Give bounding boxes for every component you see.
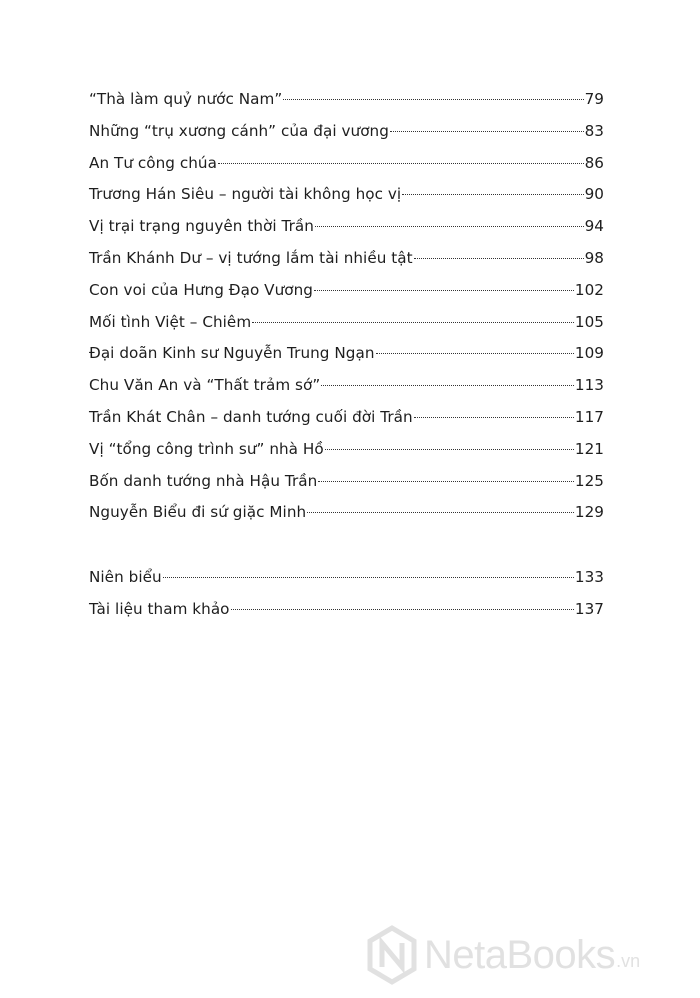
toc-entry-page-number: 86	[584, 153, 604, 172]
watermark-suffix: .vn	[616, 950, 641, 971]
dot-leader	[218, 162, 584, 164]
toc-entry	[89, 211, 604, 243]
dot-leader	[390, 130, 584, 132]
netabooks-logo-icon	[366, 925, 418, 985]
dot-leader	[283, 98, 583, 100]
watermark-brand: NetaBooks	[424, 932, 616, 977]
toc-entry	[89, 243, 604, 275]
dot-leader	[414, 416, 574, 418]
toc-entry-title: Vị trại trạng nguyên thời Trần	[89, 217, 314, 236]
toc-entry	[89, 338, 604, 370]
dot-leader	[321, 384, 574, 386]
dot-leader	[414, 257, 584, 259]
toc-group-appendix	[89, 562, 604, 626]
dot-leader	[252, 321, 574, 323]
toc-entry-title: Chu Văn An và “Thất trảm sớ”	[89, 376, 321, 395]
dot-leader	[163, 576, 574, 578]
dot-leader	[318, 480, 574, 482]
toc-entry-title: Mối tình Việt – Chiêm	[89, 312, 252, 331]
table-of-contents	[89, 84, 604, 626]
toc-entry-page-number: 94	[584, 217, 604, 236]
toc-entry	[89, 116, 604, 148]
toc-entry-title: Bốn danh tướng nhà Hậu Trần	[89, 471, 318, 490]
toc-entry-page-number: 129	[574, 503, 604, 522]
toc-group-chapters	[89, 84, 604, 529]
toc-entry-page-number: 133	[574, 568, 604, 587]
toc-entry	[89, 148, 604, 180]
toc-entry-page-number: 117	[574, 407, 604, 426]
toc-entry-page-number: 79	[584, 90, 604, 108]
dot-leader	[307, 511, 574, 513]
toc-entry-page-number: 109	[574, 344, 604, 363]
toc-entry-title: Tài liệu tham khảo	[89, 599, 230, 618]
toc-entry	[89, 370, 604, 402]
dot-leader	[315, 225, 584, 227]
toc-entry-title: Trương Hán Siêu – người tài không học vị	[89, 185, 402, 204]
toc-entry-title: “Thà làm quỷ nước Nam”	[89, 90, 283, 108]
toc-entry-page-number: 90	[584, 185, 604, 204]
dot-leader	[231, 608, 574, 610]
dot-leader	[376, 352, 574, 354]
toc-entry	[89, 466, 604, 498]
toc-entry-page-number: 121	[574, 439, 604, 458]
toc-entry-page-number: 137	[574, 599, 604, 618]
dot-leader	[314, 289, 574, 291]
toc-entry-title: Nguyễn Biểu đi sứ giặc Minh	[89, 503, 307, 522]
toc-entry-title: Đại doãn Kinh sư Nguyễn Trung Ngạn	[89, 344, 375, 363]
toc-entry	[89, 275, 604, 307]
toc-entry	[89, 402, 604, 434]
toc-entry-page-number: 105	[574, 312, 604, 331]
toc-entry-title: Trần Khát Chân – danh tướng cuối đời Trần	[89, 407, 413, 426]
toc-entry-title: Trần Khánh Dư – vị tướng lắm tài nhiều tật	[89, 248, 413, 267]
toc-entry-page-number: 98	[584, 248, 604, 267]
toc-entry	[89, 307, 604, 339]
watermark	[366, 923, 686, 987]
dot-leader	[402, 193, 583, 195]
toc-entry-page-number: 83	[584, 121, 604, 140]
toc-entry	[89, 179, 604, 211]
toc-entry-page-number: 113	[574, 376, 604, 395]
toc-entry-page-number: 102	[574, 280, 604, 299]
toc-entry-title: Niên biểu	[89, 568, 162, 587]
dot-leader	[325, 448, 574, 450]
toc-entry-title: Những “trụ xương cánh” của đại vương	[89, 121, 389, 140]
toc-entry	[89, 594, 604, 626]
toc-entry	[89, 434, 604, 466]
toc-entry-page-number: 125	[574, 471, 604, 490]
toc-entry	[89, 497, 604, 529]
toc-entry	[89, 562, 604, 594]
toc-entry-title: An Tư công chúa	[89, 153, 217, 172]
toc-entry-title: Con voi của Hưng Đạo Vương	[89, 280, 313, 299]
toc-group-gap	[89, 529, 604, 562]
toc-entry-title: Vị “tổng công trình sư” nhà Hồ	[89, 439, 324, 458]
toc-entry	[89, 84, 604, 116]
